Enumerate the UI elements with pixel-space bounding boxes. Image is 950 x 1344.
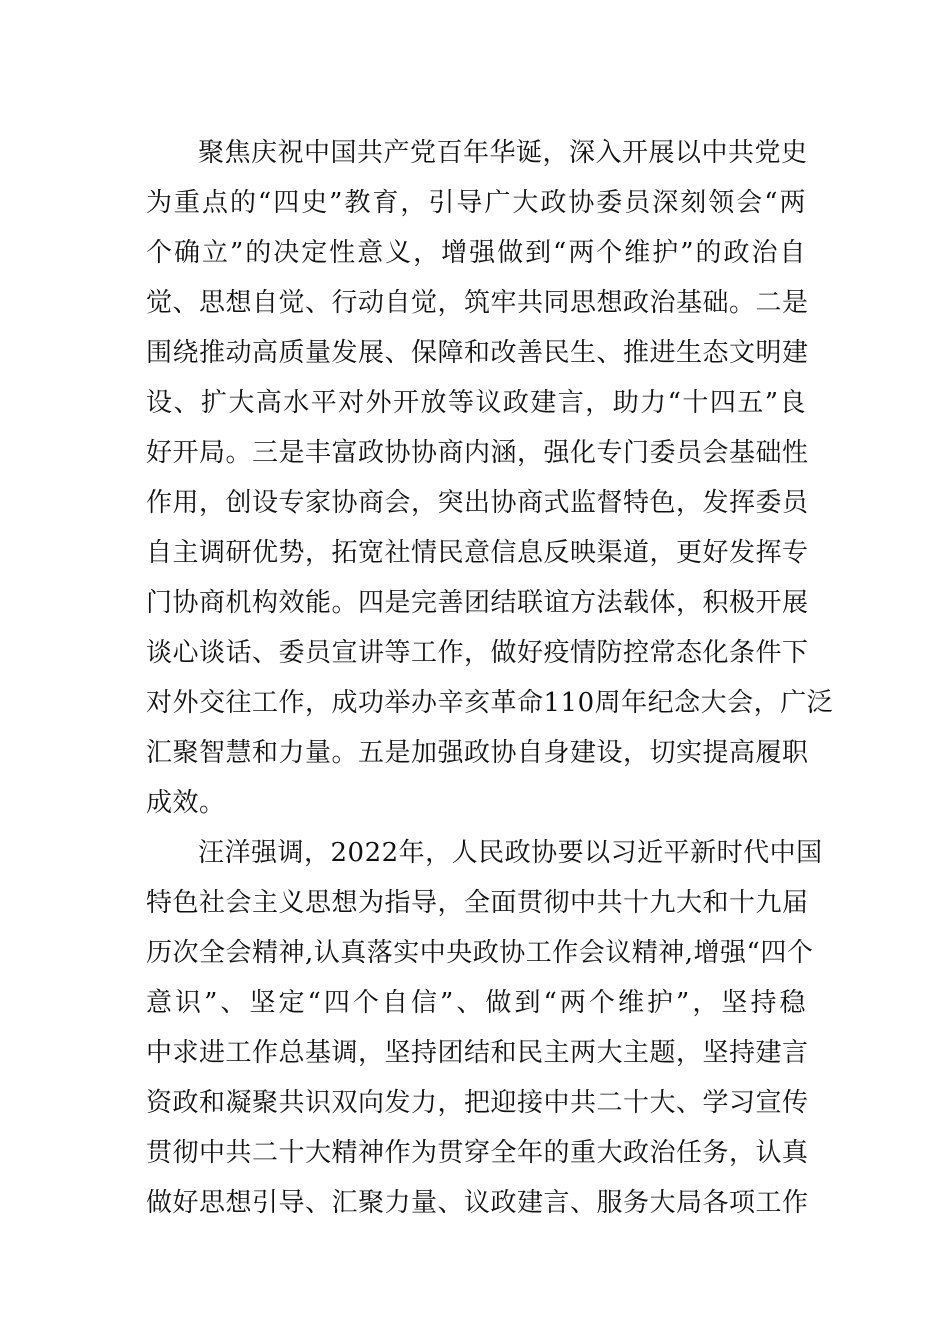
paragraph-2-line-3: 历次全会精神,认真落实中央政协工作会议精神,增强“四个 xyxy=(146,938,814,968)
body-text xyxy=(146,128,834,1228)
paragraph-1-line-3: 个确立”的决定性意义，增强做到“两个维护”的政治自 xyxy=(146,238,806,268)
paragraph-1-line-1: 聚焦庆祝中国共产党百年华诞，深入开展以中共党史 xyxy=(198,138,808,168)
paragraph-1-line-13: 汇聚智慧和力量。五是加强政协自身建设，切实提高履职 xyxy=(146,738,809,768)
paragraph-2-line-6: 资政和凝聚共识双向发力，把迎接中共二十大、学习宣传 xyxy=(146,1088,809,1118)
paragraph-2-line-7: 贯彻中共二十大精神作为贯穿全年的重大政治任务，认真 xyxy=(146,1138,809,1168)
paragraph-1-line-6: 设、扩大高水平对外开放等议政建言，助力“十四五”良 xyxy=(146,388,806,418)
paragraph-2-line-4: 意识”、坚定“四个自信”、做到“两个维护”，坚持稳 xyxy=(146,988,806,1018)
paragraph-1-line-9: 自主调研优势，拓宽社情民意信息反映渠道，更好发挥专 xyxy=(146,538,809,568)
paragraph-2-line-5: 中求进工作总基调，坚持团结和民主两大主题，坚持建言 xyxy=(146,1038,809,1068)
paragraph-1-line-10: 门协商机构效能。四是完善团结联谊方法载体，积极开展 xyxy=(146,588,809,618)
paragraph-1-line-11: 谈心谈话、委员宣讲等工作，做好疫情防控常态化条件下 xyxy=(146,638,809,668)
paragraph-2-line-2: 特色社会主义思想为指导，全面贯彻中共十九大和十九届 xyxy=(146,888,809,918)
paragraph-1-line-14: 成效。 xyxy=(146,788,226,818)
paragraph-2-line-1: 汪洋强调，2022年，人民政协要以习近平新时代中国 xyxy=(198,838,823,868)
paragraph-2-line-8: 做好思想引导、汇聚力量、议政建言、服务大局各项工作 xyxy=(146,1188,809,1218)
paragraph-1-line-7: 好开局。三是丰富政协协商内涵，强化专门委员会基础性 xyxy=(146,438,809,468)
paragraph-1-line-4: 觉、思想自觉、行动自觉，筑牢共同思想政治基础。二是 xyxy=(146,288,809,318)
paragraph-1-line-8: 作用，创设专家协商会，突出协商式监督特色，发挥委员 xyxy=(146,488,809,518)
paragraph-1-line-2: 为重点的“四史”教育，引导广大政协委员深刻领会“两 xyxy=(146,188,806,218)
paragraph-1-line-12: 对外交往工作，成功举办辛亥革命110周年纪念大会，广泛 xyxy=(146,688,834,718)
paragraph-1-line-5: 围绕推动高质量发展、保障和改善民生、推进生态文明建 xyxy=(146,338,809,368)
